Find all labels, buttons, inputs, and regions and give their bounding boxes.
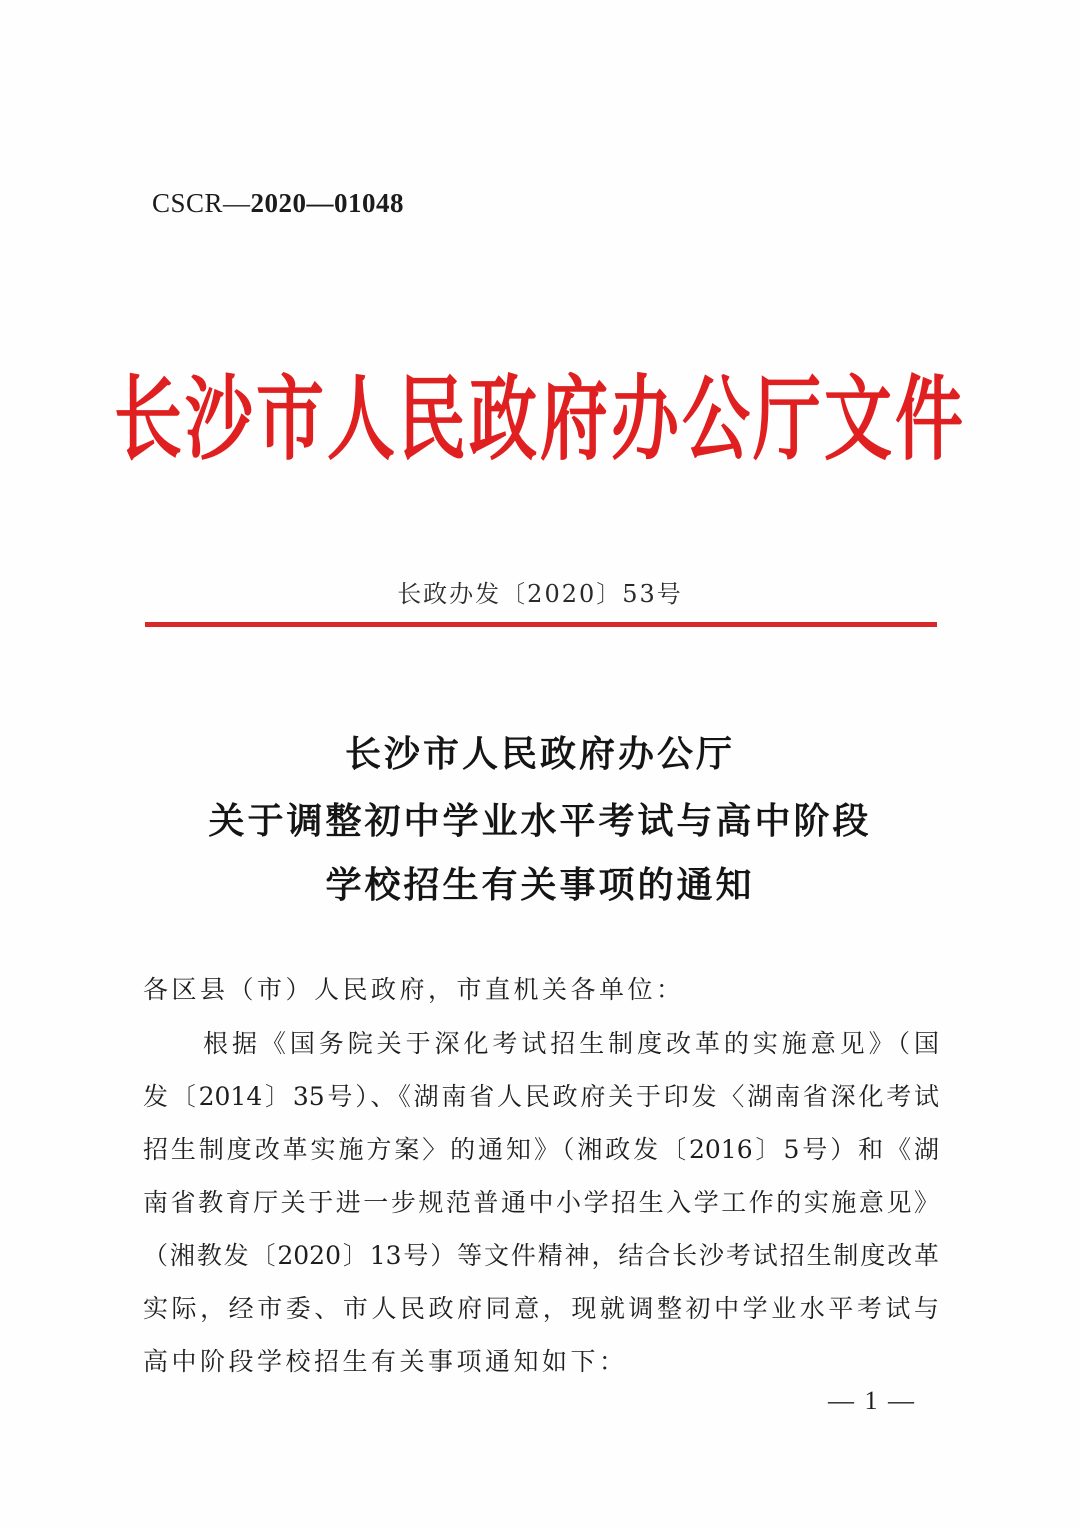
page-number: — 1 —	[828, 1386, 916, 1415]
masthead-title: 长沙市人民政府办公厅文件	[113, 366, 966, 474]
red-separator-line	[145, 622, 937, 627]
title-line-2: 关于调整初中学业水平考试与高中阶段	[208, 800, 872, 842]
body-line-6: 实际，经市委、市人民政府同意，现就调整初中学业水平考试与	[143, 1294, 939, 1323]
salutation: 各区县（市）人民政府，市直机关各单位：	[143, 975, 685, 1004]
document-serial	[152, 188, 404, 219]
body-line-1: 根据《国务院关于深化考试招生制度改革的实施意见》（国	[203, 1029, 939, 1058]
body-line-7: 高中阶段学校招生有关事项通知如下：	[143, 1347, 628, 1376]
title-line-3: 学校招生有关事项的通知	[325, 864, 755, 906]
serial-prefix: CSCR—	[152, 188, 251, 218]
serial-number: 2020—01048	[250, 188, 405, 218]
title-line-1: 长沙市人民政府办公厅	[344, 733, 735, 775]
body-line-2: 发〔2014〕35号）、《湖南省人民政府关于印发〈湖南省深化考试	[143, 1082, 939, 1111]
document-number: 长政办发〔2020〕53号	[397, 580, 683, 608]
body-line-3: 招生制度改革实施方案〉的通知》（湘政发〔2016〕5号）和《湖	[143, 1135, 939, 1164]
body-line-5: （湘教发〔2020〕13号）等文件精神，结合长沙考试招生制度改革	[143, 1241, 939, 1270]
body-line-4: 南省教育厅关于进一步规范普通中小学招生入学工作的实施意见》	[143, 1188, 939, 1217]
